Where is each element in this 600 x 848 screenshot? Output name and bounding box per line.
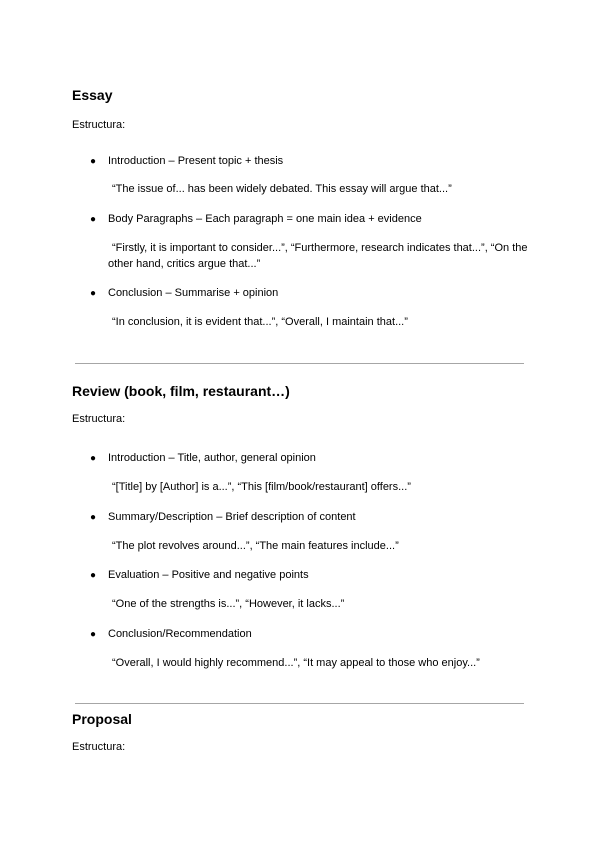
essay-item-conclusion: Conclusion – Summarise + opinion — [108, 287, 279, 299]
bullet-icon: ● — [90, 288, 97, 299]
review-example-evaluation: “One of the strengths is...”, “However, it lacks...” — [112, 598, 345, 610]
bullet-icon: ● — [90, 214, 97, 225]
review-item-conclusion: Conclusion/Recommendation — [108, 628, 252, 640]
essay-structure-label: Estructura: — [72, 119, 126, 131]
proposal-structure-label: Estructura: — [72, 741, 126, 753]
review-heading: Review (book, film, restaurant…) — [72, 383, 290, 399]
essay-example-body: “Firstly, it is important to consider...”, “Furthermore, research indicates that...”, “On the other hand, critics argue that...” — [108, 242, 528, 270]
essay-item-body: Body Paragraphs – Each paragraph = one main idea + evidence — [108, 213, 422, 225]
review-example-introduction: “[Title] by [Author] is a...”, “This [film/book/restaurant] offers...” — [112, 481, 411, 493]
review-item-introduction: Introduction – Title, author, general opinion — [108, 452, 316, 464]
review-item-evaluation: Evaluation – Positive and negative points — [108, 569, 309, 581]
proposal-heading: Proposal — [72, 711, 132, 727]
review-structure-label: Estructura: — [72, 413, 126, 425]
bullet-icon: ● — [90, 629, 97, 640]
review-example-summary: “The plot revolves around...”, “The main features include...” — [112, 540, 399, 552]
section-divider — [75, 703, 524, 704]
review-item-summary: Summary/Description – Brief description of content — [108, 511, 356, 523]
essay-heading: Essay — [72, 87, 113, 103]
section-divider — [75, 363, 524, 364]
bullet-icon: ● — [90, 156, 97, 167]
bullet-icon: ● — [90, 570, 97, 581]
review-example-conclusion: “Overall, I would highly recommend...”, “It may appeal to those who enjoy...” — [112, 657, 480, 669]
essay-example-conclusion: “In conclusion, it is evident that...”, “Overall, I maintain that...” — [112, 316, 408, 328]
essay-example-introduction: “The issue of... has been widely debated. This essay will argue that...” — [112, 183, 452, 195]
bullet-icon: ● — [90, 512, 97, 523]
bullet-icon: ● — [90, 453, 97, 464]
essay-item-introduction: Introduction – Present topic + thesis — [108, 155, 284, 167]
